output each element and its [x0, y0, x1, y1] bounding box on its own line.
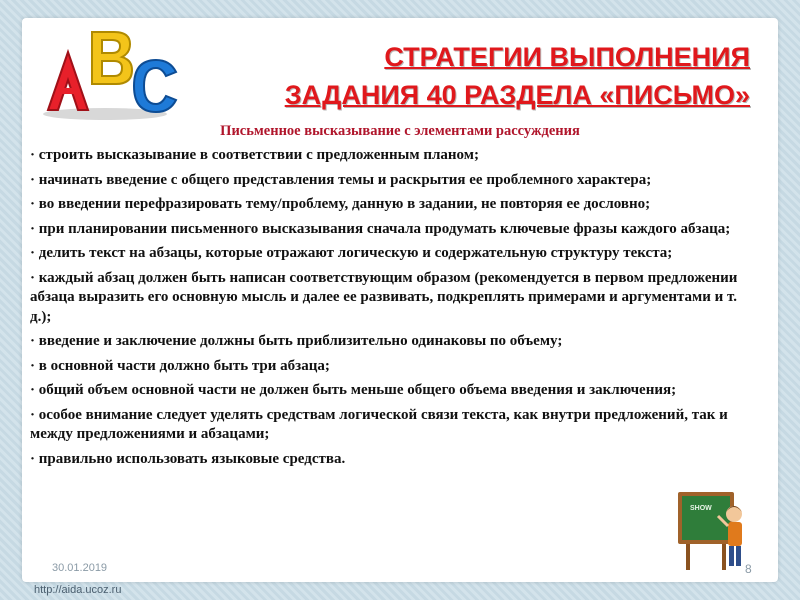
abc-blocks-logo [30, 22, 180, 122]
slide-subtitle: Письменное высказывание с элементами рассуждения [220, 123, 580, 139]
title-line-2: ЗАДАНИЯ 40 РАЗДЕЛА «ПИСЬМО» [284, 80, 750, 110]
list-item: · во введении перефразировать тему/проблему, данную в задании, не повторяя ее дословно; [30, 196, 651, 212]
teacher-head [726, 506, 742, 522]
teacher-chalkboard-illustration [676, 486, 752, 572]
site-url-link[interactable]: http://aida.ucoz.ru [34, 584, 122, 596]
page-number: 8 [745, 562, 752, 576]
slide-date: 30.01.2019 [52, 562, 108, 574]
letter-c-block [134, 60, 176, 112]
letter-b-block [92, 32, 132, 84]
title-line-1: СТРАТЕГИИ ВЫПОЛНЕНИЯ [384, 42, 750, 72]
list-item: · начинать введение с общего представления темы и раскрытия ее проблемного характера; [30, 171, 652, 188]
teacher-body [728, 522, 742, 546]
chalkboard [682, 496, 730, 540]
list-item: · при планировании письменного высказывания сначала продумать ключевые фразы каждого абзаца; [30, 220, 731, 237]
bullet-list [30, 146, 755, 474]
board-text: SHOW [690, 505, 712, 512]
list-item: · строить высказывание в соответствии с предложенным планом; [30, 147, 479, 163]
letter-a-block [48, 52, 88, 110]
list-item: · каждый абзац должен быть написан соответствующим образом (рекомендуется в первом предложении абзаца выразить его основную мысль и далее ее развивать, подкреплять примерами и аргументами и т. д.); [30, 269, 738, 325]
list-item: · правильно использовать языковые средства. [30, 450, 346, 467]
list-item: · введение и заключение должны быть приблизительно одинаковы по объему; [30, 333, 563, 349]
list-item: · особое внимание следует уделять средствам логической связи текста, как внутри предложений, так и между предложениями и абзацами; [30, 406, 728, 442]
list-item: · общий объем основной части не должен быть меньше общего объема введения и заключения; [30, 382, 677, 398]
slide-title [200, 38, 750, 114]
list-item: · в основной части должно быть три абзаца; [30, 357, 330, 374]
list-item: · делить текст на абзацы, которые отражают логическую и содержательную структуру текста; [30, 245, 673, 261]
